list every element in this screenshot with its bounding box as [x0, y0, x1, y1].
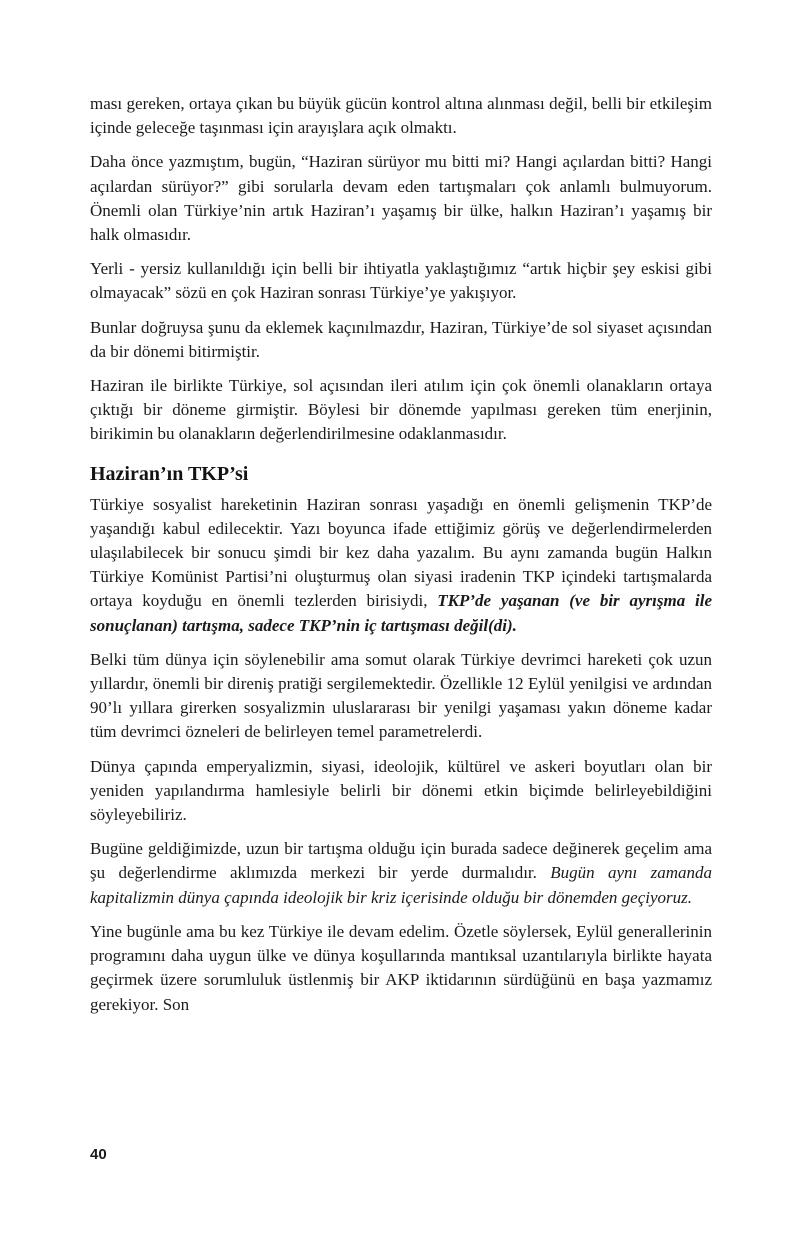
text-run: Daha önce yazmıştım, bugün, “Haziran sürüyor mu bitti mi? Hangi açılardan bitti? Hangi açılardan sürüyor?” gibi sorularla devam eden tartışmaları çok anlamlı bulmuyorum. Önemli olan Türkiye’nin artık Haziran’ı yaşamış bir ülke, halkın Haziran’ı yaşamış bir halk olmasıdır. [90, 152, 712, 245]
text-run: Dünya çapında emperyalizmin, siyasi, ideolojik, kültürel ve askeri boyutları olan bir yeniden yapılandırma hamlesiyle belirli bir dönemi etkin biçimde belirleyebildiğini söyleyebiliriz. [90, 756, 712, 825]
paragraph [90, 92, 712, 140]
paragraph [90, 374, 712, 447]
paragraph [90, 150, 712, 247]
emphasis-italic: Bugün aynı zamanda kapitalizmin dünya çapında ideolojik bir kriz içerisinde olduğu bir dönemden geçiyoruz. [90, 863, 713, 907]
section-heading [90, 461, 712, 487]
emphasis-bold-italic: TKP’de yaşanan (ve bir ayrışma ile sonuçlanan) tartışma, sadece TKP’nin iç tartışması değil(di). [90, 591, 712, 635]
paragraph [90, 755, 712, 828]
text-run: Türkiye sosyalist hareketinin Haziran sonrası yaşadığı en önemli gelişmenin TKP’de yaşandığı kabul edilecektir. Yazı boyunca ifade ettiğimiz görüş ve değerlendirmelerden ulaşılabilecek bir sonucu şimdi bir kez daha yazalım. Bu aynı zamanda bugün Halkın Türkiye Komünist Partisi’ni oluşturmuş olan siyasi iradenin TKP içindeki tartışmalarda ortaya koyduğu en önemli tezlerden birisiydi, [90, 494, 712, 611]
paragraph [90, 837, 712, 910]
paragraph [90, 316, 712, 364]
text-run: Yerli - yersiz kullanıldığı için belli bir ihtiyatla yaklaştığımız “artık hiçbir şey eskisi gibi olmayacak” sözü en çok Haziran sonrası Türkiye’ye yakışıyor. [90, 259, 712, 303]
page-number: 40 [90, 1146, 107, 1163]
paragraph [90, 493, 712, 638]
text-run: Yine bugünle ama bu kez Türkiye ile devam edelim. Özetle söylersek, Eylül generallerinin programını daha uygun ülke ve dünya koşullarında mantıksal uzantılarıyla birlikte hayata geçirmek üzere sorumluluk üstlenmiş bir AKP iktidarının sürdüğünü en başa yazmamız gerekiyor. Son [90, 921, 712, 1014]
paragraph [90, 920, 712, 1017]
text-run: Belki tüm dünya için söylenebilir ama somut olarak Türkiye devrimci hareketi çok uzun yıllardır, önemli bir direniş pratiği sergilemektedir. Özellikle 12 Eylül yenilgisi ve ardından 90’lı yıllara girerken sosyalizmin uluslararası bir yenilgi yaşaması yakın döneme kadar tüm devrimci özneleri de belirleyen temel parametrelerdi. [90, 649, 712, 742]
text-run: Bugüne geldiğimizde, uzun bir tartışma olduğu için burada sadece değinerek geçelim ama şu değerlendirme aklımızda merkezi bir yerde durmalıdır. [90, 839, 712, 883]
text-run: Bunlar doğruysa şunu da eklemek kaçınılmazdır, Haziran, Türkiye’de sol siyaset açısından da bir dönemi bitirmiştir. [90, 317, 712, 361]
paragraph [90, 648, 712, 745]
text-run: Haziran’ın TKP’si [90, 462, 249, 485]
text-run: Haziran ile birlikte Türkiye, sol açısından ileri atılım için çok önemli olanakların ortaya çıktığı bir döneme girmiştir. Böylesi bir dönemde yapılması gereken tüm enerjinin, birikimin bu olanakların değerlendirilmesine odaklanmasıdır. [90, 376, 712, 444]
paragraph [90, 257, 712, 305]
text-run: ması gereken, ortaya çıkan bu büyük gücün kontrol altına alınması değil, belli bir etkileşim içinde geleceğe taşınması için arayışlara açık olmaktı. [90, 94, 712, 138]
text-column [90, 92, 712, 1027]
